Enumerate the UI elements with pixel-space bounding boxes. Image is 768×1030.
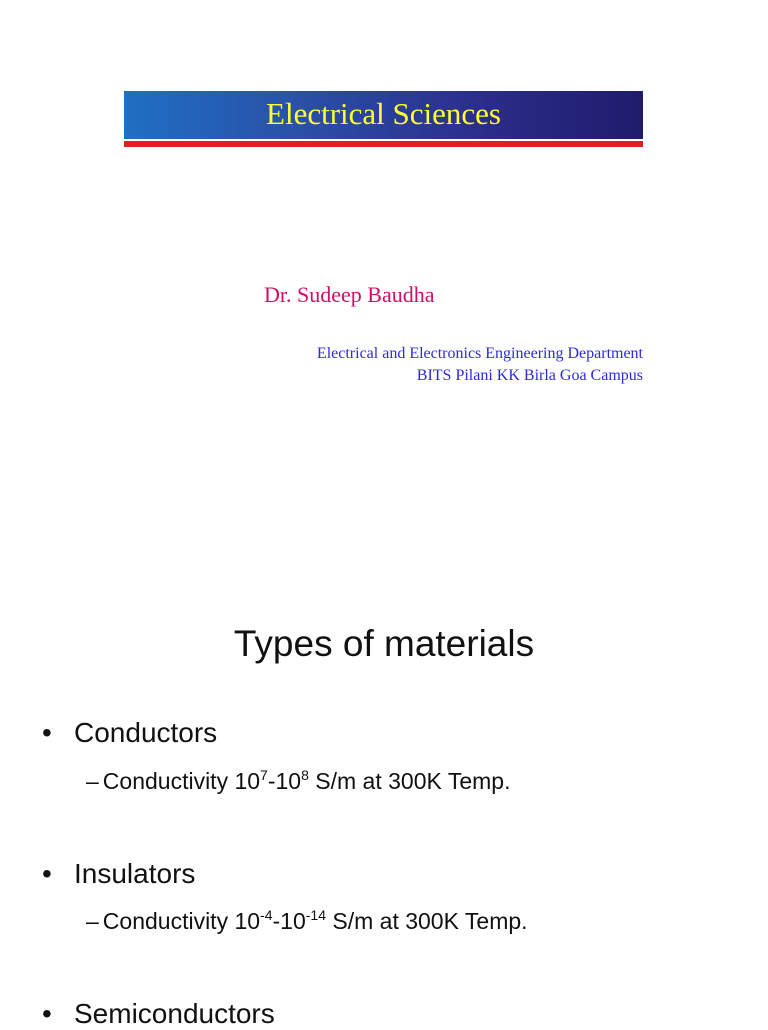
exponent: 8 [301,767,309,783]
dash-marker: – [86,768,99,794]
detail-mid: -10 [267,768,302,794]
affiliation-department: Electrical and Electronics Engineering Department [316,345,643,362]
detail-prefix: Conductivity 10 [102,908,261,934]
content-slide [0,512,768,1029]
affiliation-campus: BITS Pilani KK Birla Goa Campus [416,367,643,384]
bullet-conductors [42,717,217,749]
detail-suffix: S/m at 300K Temp. [308,768,511,794]
slide-title: Electrical Sciences [266,96,501,131]
bullet-label: Insulators [74,858,196,889]
bullet-semiconductors [42,998,275,1030]
bullet-marker: • [42,717,52,748]
exponent: -4 [260,907,273,923]
author-name: Dr. Sudeep Baudha [264,282,435,307]
bullet-insulators [42,858,195,890]
detail-suffix: S/m at 300K Temp. [325,908,528,934]
exponent: -14 [305,907,326,923]
bullet-label: Semiconductors [74,998,275,1029]
affiliation [317,343,643,387]
bullet-marker: • [42,858,52,889]
title-slide [0,0,768,512]
dash-marker: – [86,908,99,934]
exponent: 7 [260,767,268,783]
detail-prefix: Conductivity 10 [102,768,261,794]
bullet-marker: • [42,998,52,1029]
bullet-label: Conductors [74,717,218,748]
content-slide-title: Types of materials [233,623,535,664]
title-banner [124,91,643,139]
detail-mid: -10 [272,908,306,934]
sub-bullet-conductors-conductivity [86,768,510,795]
title-underline-rule [124,141,643,147]
sub-bullet-insulators-conductivity [86,908,528,935]
